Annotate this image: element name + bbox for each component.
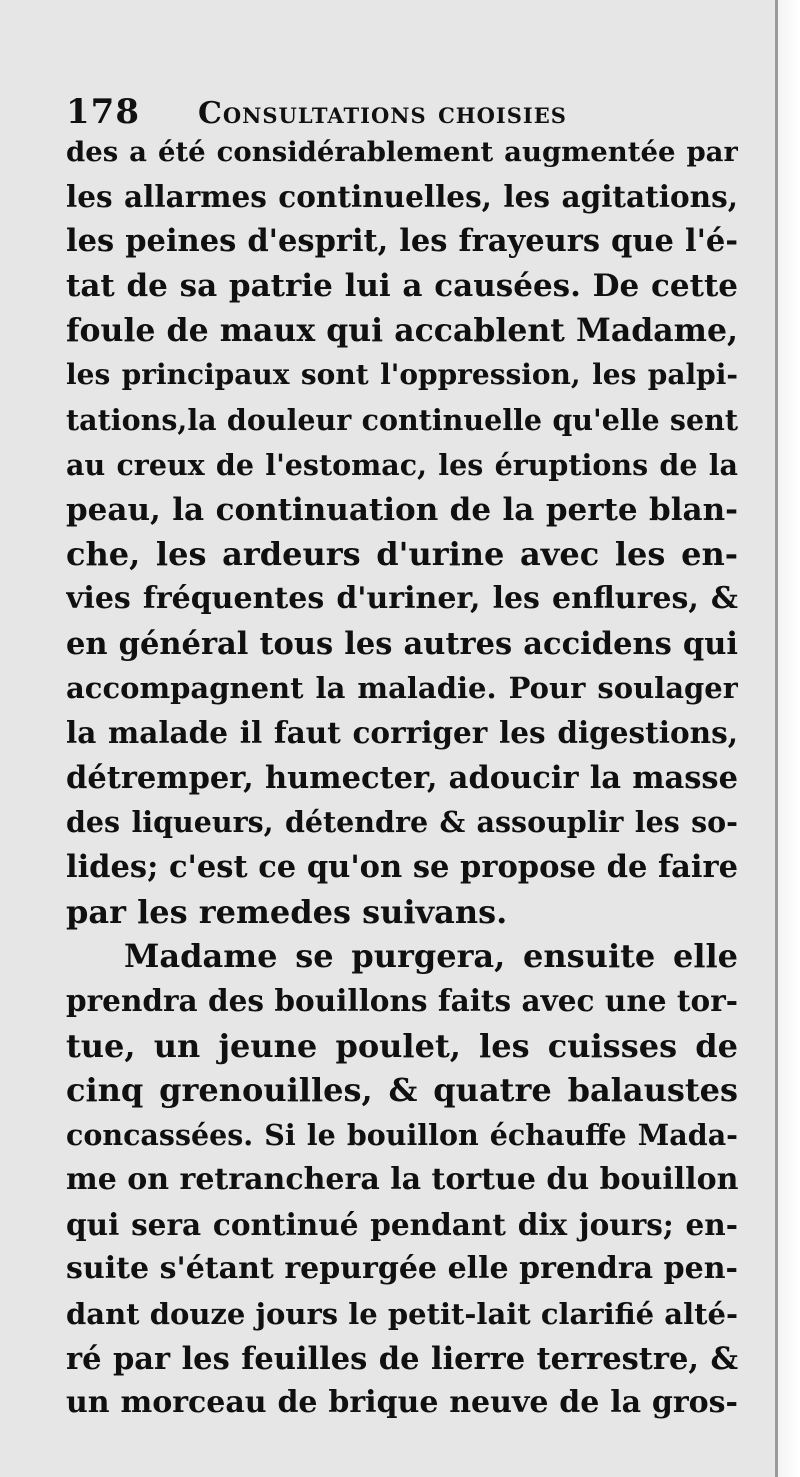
page-edge <box>778 0 800 1477</box>
text-line: par les remedes suivans. <box>66 892 508 931</box>
text-line: dant douze jours le petit-lait clarifié alté- <box>66 1296 738 1331</box>
text-line: accompagnent la maladie. Pour soulager <box>66 671 738 706</box>
text-line: lides; c'est ce qu'on se propose de faire <box>66 849 738 885</box>
text-line: me on retranchera la tortue du bouillon <box>66 1161 738 1197</box>
text-line: tue, un jeune poulet, les cuisses de <box>66 1026 738 1065</box>
text-line: tations,la douleur continuelle qu'elle sent <box>66 403 738 438</box>
text-line: cinq grenouilles, & quatre balaustes <box>66 1071 738 1110</box>
text-line: les peines d'esprit, les frayeurs que l'é- <box>66 223 738 260</box>
text-line: vies fréquentes d'uriner, les enflures, & <box>66 580 738 616</box>
text-line: un morceau de brique neuve de la gros- <box>66 1385 738 1421</box>
text-line: les principaux sont l'oppression, les palpi- <box>66 358 738 392</box>
text-line: che, les ardeurs d'urine avec les en- <box>66 535 738 574</box>
text-line: suite s'étant repurgée elle prendra pen- <box>66 1251 738 1287</box>
text-line: des a été considérablement augmentée par <box>66 136 738 168</box>
text-line: la malade il faut corriger les digestions, <box>66 714 738 750</box>
page-number: 178 <box>66 92 140 132</box>
text-line: qui sera continué pendant dix jours; en- <box>66 1206 738 1242</box>
text-line: prendra des bouillons faits avec une tor- <box>66 983 738 1019</box>
text-line: en général tous les autres accidens qui <box>66 625 738 662</box>
text-line: ré par les feuilles de lierre terrestre, & <box>66 1340 738 1377</box>
running-head: Consultations choisies <box>198 96 567 131</box>
paragraph-first-line: Madame se purgera, ensuite elle <box>124 937 738 976</box>
text-line: peau, la continuation de la perte blan- <box>66 491 738 528</box>
text-line: au creux de l'estomac, les éruptions de la <box>66 447 738 482</box>
text-line: des liqueurs, détendre & assouplir les so- <box>66 805 738 840</box>
text-line: concassées. Si le bouillon échauffe Mada- <box>66 1118 738 1153</box>
text-line: tat de sa patrie lui a causées. De cette <box>66 268 738 305</box>
body-text <box>66 130 738 1426</box>
text-line: foule de maux qui accablent Madame, <box>66 311 738 349</box>
text-line: détremper, humecter, adoucir la masse <box>66 759 738 796</box>
text-line: les allarmes continuelles, les agitations, <box>66 178 738 214</box>
